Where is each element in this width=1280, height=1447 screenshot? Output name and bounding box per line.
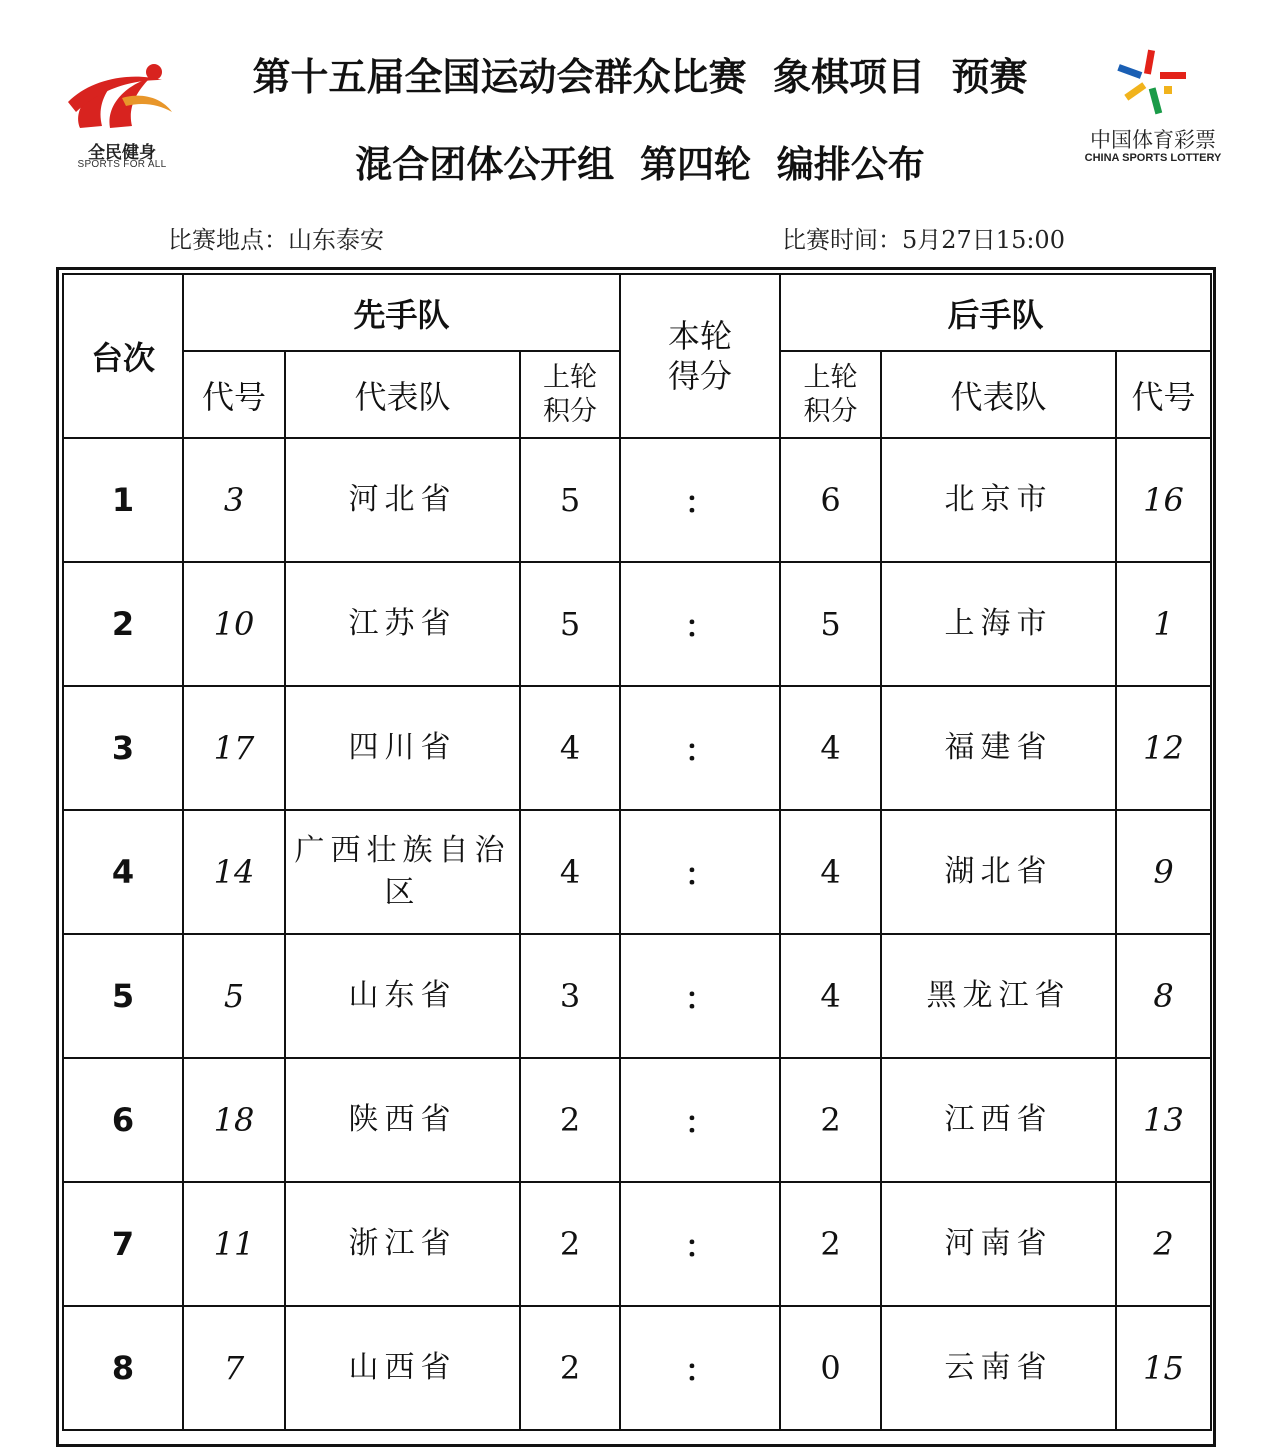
header-first-team-name: 代表队 xyxy=(285,351,520,438)
page-title: 第十五届全国运动会群众比赛 象棋项目 预赛 xyxy=(252,55,1028,99)
second-team-prev-points: 4 xyxy=(780,810,881,934)
second-team-name: 福建省 xyxy=(881,686,1116,810)
header-second-prev-points xyxy=(780,351,881,438)
round-score: ： xyxy=(620,686,780,810)
first-team-code: 11 xyxy=(183,1182,285,1306)
second-team-prev-points: 4 xyxy=(780,934,881,1058)
second-team-prev-points: 6 xyxy=(780,438,881,562)
first-team-code: 7 xyxy=(183,1306,285,1430)
seat-number: 8 xyxy=(63,1306,183,1430)
seat-number: 6 xyxy=(63,1058,183,1182)
second-team-code: 15 xyxy=(1116,1306,1211,1430)
second-team-code: 9 xyxy=(1116,810,1211,934)
second-team-prev-points: 0 xyxy=(780,1306,881,1430)
first-team-code: 3 xyxy=(183,438,285,562)
second-team-name: 湖北省 xyxy=(881,810,1116,934)
header-first-team: 先手队 xyxy=(183,274,620,351)
header-second-prev-points-line1: 上轮 xyxy=(803,361,858,393)
first-team-prev-points: 3 xyxy=(520,934,620,1058)
second-team-code: 2 xyxy=(1116,1182,1211,1306)
header-second-team-name: 代表队 xyxy=(881,351,1116,438)
seat-number: 7 xyxy=(63,1182,183,1306)
first-team-name: 四川省 xyxy=(285,686,520,810)
header-round-score-line1: 本轮 xyxy=(667,317,732,355)
first-team-name: 陕西省 xyxy=(285,1058,520,1182)
first-team-prev-points: 4 xyxy=(520,810,620,934)
first-team-prev-points: 4 xyxy=(520,686,620,810)
table-row xyxy=(63,1058,1211,1182)
first-team-prev-points: 2 xyxy=(520,1058,620,1182)
first-team-code: 10 xyxy=(183,562,285,686)
second-team-name: 上海市 xyxy=(881,562,1116,686)
second-team-name: 江西省 xyxy=(881,1058,1116,1182)
second-team-prev-points: 4 xyxy=(780,686,881,810)
table-row xyxy=(63,438,1211,562)
first-team-name: 浙江省 xyxy=(285,1182,520,1306)
table-row xyxy=(63,562,1211,686)
sports-for-all-cn-text: 全民健身 xyxy=(88,143,156,163)
round-score: ： xyxy=(620,1306,780,1430)
first-team-name: 江苏省 xyxy=(285,562,520,686)
seat-number: 4 xyxy=(63,810,183,934)
venue-info: 比赛地点：山东泰安 xyxy=(168,226,384,254)
sports-for-all-en-text: SPORTS FOR ALL xyxy=(77,159,167,170)
seat-number: 1 xyxy=(63,438,183,562)
header-round-score xyxy=(620,274,780,438)
table-row xyxy=(63,934,1211,1058)
round-score: ： xyxy=(620,810,780,934)
second-team-name: 北京市 xyxy=(881,438,1116,562)
second-team-name: 河南省 xyxy=(881,1182,1116,1306)
second-team-prev-points: 2 xyxy=(780,1182,881,1306)
first-team-name: 河北省 xyxy=(285,438,520,562)
round-score: ： xyxy=(620,1058,780,1182)
time-info: 比赛时间：5月27日15:00 xyxy=(782,226,1065,254)
first-team-prev-points: 2 xyxy=(520,1306,620,1430)
first-team-code: 18 xyxy=(183,1058,285,1182)
header-round-score-line2: 得分 xyxy=(667,357,732,395)
header-first-prev-points-line2: 积分 xyxy=(543,395,597,427)
header-first-prev-points-line1: 上轮 xyxy=(543,361,597,393)
header-second-prev-points-line2: 积分 xyxy=(803,395,858,427)
header-second-code: 代号 xyxy=(1116,351,1211,438)
header-first-code: 代号 xyxy=(183,351,285,438)
second-team-prev-points: 2 xyxy=(780,1058,881,1182)
second-team-code: 8 xyxy=(1116,934,1211,1058)
second-team-code: 16 xyxy=(1116,438,1211,562)
first-team-prev-points: 5 xyxy=(520,438,620,562)
sports-for-all-emblem-icon xyxy=(62,58,182,140)
second-team-name: 黑龙江省 xyxy=(881,934,1116,1058)
first-team-code: 5 xyxy=(183,934,285,1058)
first-team-name: 山西省 xyxy=(285,1306,520,1430)
table-row xyxy=(63,1306,1211,1430)
header-first-prev-points xyxy=(520,351,620,438)
china-sports-lottery-cn-text: 中国体育彩票 xyxy=(1090,128,1216,152)
table-row xyxy=(63,810,1211,934)
second-team-code: 13 xyxy=(1116,1058,1211,1182)
table-row xyxy=(63,1182,1211,1306)
seat-number: 3 xyxy=(63,686,183,810)
round-score: ： xyxy=(620,934,780,1058)
lottery-star-icon xyxy=(1108,48,1198,122)
first-team-name: 广西壮族自治区 xyxy=(285,810,520,934)
seat-number: 2 xyxy=(63,562,183,686)
pairing-table xyxy=(62,273,1212,1431)
first-team-code: 14 xyxy=(183,810,285,934)
page-subtitle: 混合团体公开组 第四轮 编排公布 xyxy=(355,143,925,186)
first-team-prev-points: 5 xyxy=(520,562,620,686)
round-score: ： xyxy=(620,438,780,562)
second-team-code: 12 xyxy=(1116,686,1211,810)
header-seat: 台次 xyxy=(63,274,183,438)
seat-number: 5 xyxy=(63,934,183,1058)
table-row xyxy=(63,686,1211,810)
first-team-name: 山东省 xyxy=(285,934,520,1058)
header-second-team: 后手队 xyxy=(780,274,1211,351)
round-score: ： xyxy=(620,562,780,686)
round-score: ： xyxy=(620,1182,780,1306)
second-team-prev-points: 5 xyxy=(780,562,881,686)
first-team-code: 17 xyxy=(183,686,285,810)
second-team-code: 1 xyxy=(1116,562,1211,686)
sports-for-all-logo xyxy=(62,58,182,178)
china-sports-lottery-en-text: CHINA SPORTS LOTTERY xyxy=(1084,152,1222,164)
first-team-prev-points: 2 xyxy=(520,1182,620,1306)
china-sports-lottery-logo xyxy=(1078,46,1228,176)
second-team-name: 云南省 xyxy=(881,1306,1116,1430)
